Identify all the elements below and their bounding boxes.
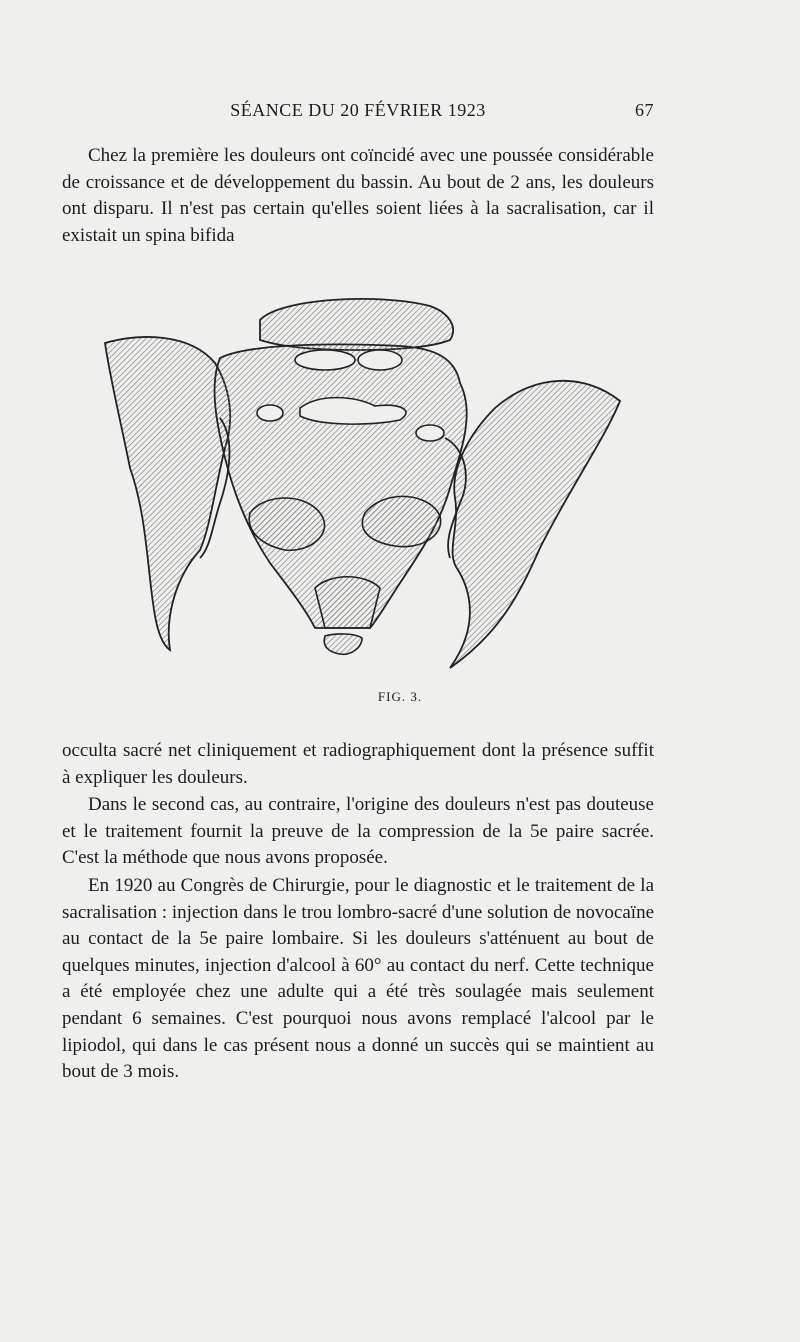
sacral-segment [315,577,380,628]
sacral-segment [362,496,440,546]
foramen [358,350,402,370]
paragraph-2: occulta sacré net cliniquement et radiographiquement dont la présence suffit à expliquer les douleurs. [62,740,654,788]
figure-caption: FIG. 3. [377,689,423,704]
lumbar-vertebra [260,299,453,350]
paragraph-3: Dans le second cas, au contraire, l'origine des douleurs n'est pas douteuse et le traitement fournit la preuve de la compression de la 5e paire sacrée. C'est la méthode que nous avons proposée. [62,794,654,869]
foramen [257,405,283,421]
paragraph-4: En 1920 au Congrès de Chirurgie, pour le diagnostic et le traitement de la sacralisation : injection dans le trou lombro-sacré d'une solution de novocaïne au contact de la 5e paire lombaire. Si les douleurs s'atténuent au bout de quelques minutes, injection d'alcool à 60° au contact du nerf. Cette technique a été employée chez une adulte qui a été très soulagée mais seulement pendant 6 semaines. C'est pourquoi nous avons remplacé l'alcool par le lipiodol, qui dans le cas présent nous a donné un succès qui se maintient au bout de 3 mois. [62,875,654,1083]
right-iliac-wing [450,381,620,668]
foramen [295,350,355,370]
coccyx [324,634,362,654]
page-number: 67 [635,100,654,120]
header-title: SÉANCE DU 20 FÉVRIER 1923 [230,100,486,120]
sacrum-illustration [100,288,630,688]
left-iliac-wing [105,337,230,650]
foramen [416,425,444,441]
paragraph-1: Chez la première les douleurs ont coïncidé avec une poussée considérable de croissance et de développement du bassin. Au bout de 2 ans, les douleurs ont disparu. Il n'est pas certain qu'elles soient liées à la sacralisation, car il existait un spina bifida [62,145,654,246]
